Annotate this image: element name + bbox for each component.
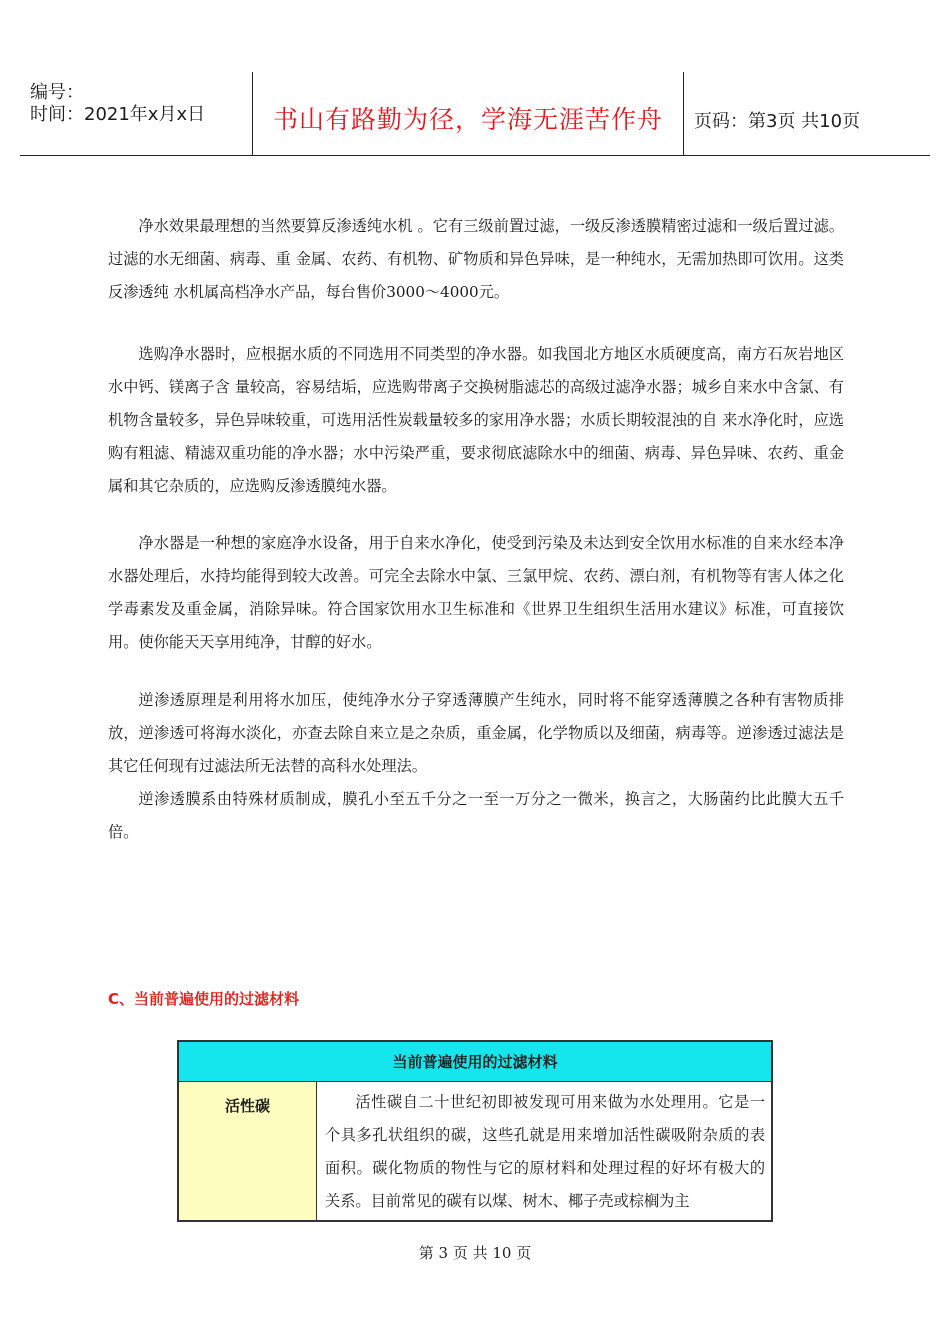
page-header [20,72,930,156]
page-footer: 第 3 页 共 10 页 [418,1244,532,1262]
paragraph: 逆渗透膜系由特殊材质制成，膜孔小至五千分之一至一万分之一微米，换言之，大肠菌约比此膜大五千倍。 [108,790,844,841]
table-row-name: 活性碳 [179,1082,317,1220]
table-title: 当前普遍使用的过滤材料 [179,1042,771,1082]
header-motto: 书山有路勤为径，学海无涯苦作舟 [272,105,663,134]
paragraph-block-4 [108,684,844,849]
paragraph: 选购净水器时，应根据水质的不同选用不同类型的净水器。如我国北方地区水质硬度高，南方石灰岩地区水中钙、镁离子含 量较高，容易结垢，应选购带离子交换树脂滤芯的高级过滤净水器；城乡自来水中含氯、有 机物含量较多，异色异味较重，可选用活性炭载量较多的家用净水器；水质长期较混浊的自 来水净化时，应选购有粗滤、精滤双重功能的净水器；水中污染严重，要求彻底滤除水中的细菌、病毒、异色异味、农药、重金属和其它杂质的，应选购反渗透膜纯水器。 [108,345,844,495]
header-meta-cell [20,72,252,156]
paragraph: 净水效果最理想的当然要算反渗透纯水机 。它有三级前置过滤，一级反渗透膜精密过滤和一级后置过滤。过滤的水无细菌、病毒、重 金属、农药、有机物、矿物质和异色异味，是一种纯水，无需加热即可饮用。这类反渗透纯 水机属高档净水产品，每台售价3000～4000元。 [108,217,844,301]
paragraph-block-3 [108,527,844,659]
header-motto-cell [252,72,684,156]
materials-table [177,1040,773,1222]
document-time-label: 时间：2021年x月x日 [30,104,206,125]
section-title: C、当前普遍使用的过滤材料 [108,990,300,1008]
document-number-label: 编号： [30,82,84,103]
paragraph: 净水器是一种想的家庭净水设备，用于自来水净化，使受到污染及未达到安全饮用水标准的自来水经本净水器处理后，水持均能得到较大改善。可完全去除水中氯、三氯甲烷、农药、漂白剂，有机物等有害人体之化学毒素发及重金属，消除异味。符合国家饮用水卫生标准和《世界卫生组织生活用水建议》标准，可直接饮用。使你能天天享用纯净，甘醇的好水。 [108,534,844,651]
paragraph: 逆渗透原理是利用将水加压，使纯净水分子穿透薄膜产生纯水，同时将不能穿透薄膜之各种有害物质排放，逆渗透可将海水淡化，亦查去除自来立是之杂质，重金属，化学物质以及细菌，病毒等。逆渗透过滤法是其它任何现有过滤法所无法替的高科水处理法。 [108,691,844,775]
paragraph-block-1 [108,210,844,309]
header-page-code: 页码：第3页 共10页 [694,111,861,132]
paragraph-block-2 [108,338,844,503]
header-page-cell [684,72,930,156]
table-row-description: 活性碳自二十世纪初即被发现可用来做为水处理用。它是一个具多孔状组织的碳，这些孔就是用来增加活性碳吸附杂质的表面积。碳化物质的物性与它的原材料和处理过程的好坏有极大的关系。目前常见的碳有以煤、树木、椰子壳或棕榈为主 [325,1093,765,1210]
